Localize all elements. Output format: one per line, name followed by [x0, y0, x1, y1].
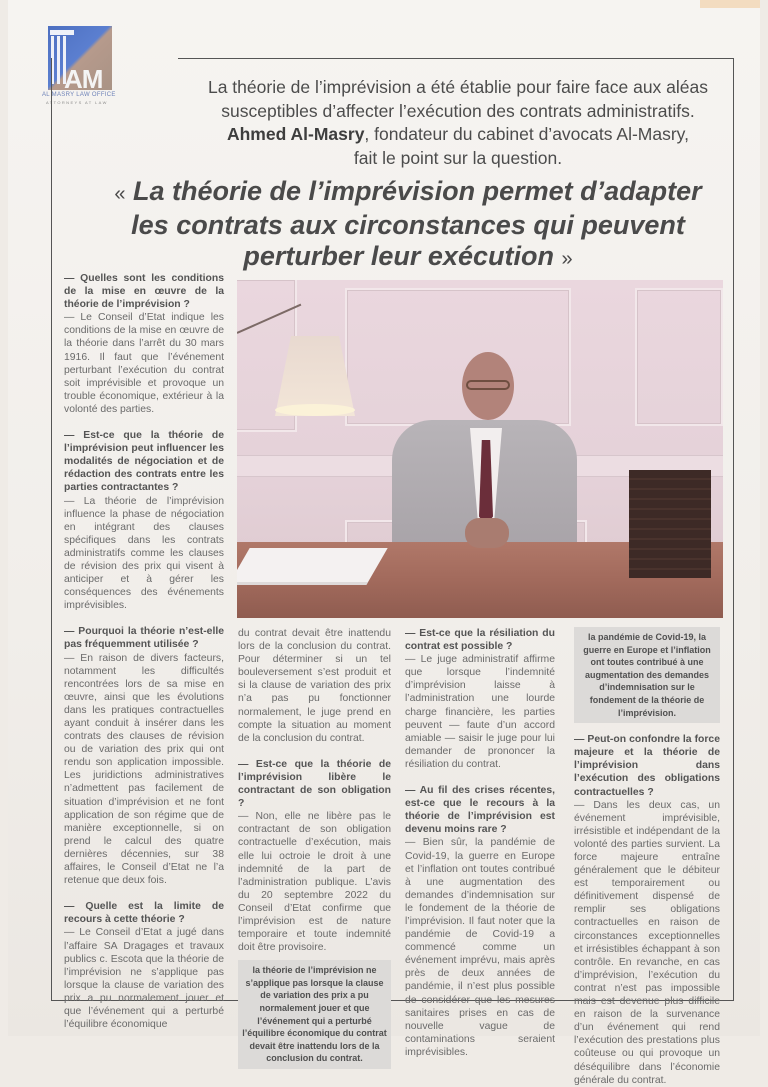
- question: — Peut-on confondre la force majeure et la théorie de l’imprévision dans l’exécution des obligations contractuelles ?: [574, 734, 720, 798]
- standfirst-line: susceptibles d’affecter l’exécution des contrats administratifs.: [221, 100, 695, 121]
- standfirst: [178, 76, 738, 170]
- question: — Est-ce que la théorie de l’imprévision libère le contractant de son obligation ?: [238, 758, 391, 810]
- answer: — Le juge administratif affirme que lorsque l’indemnité d’imprévision laisse à l’administration une lourde charge financière, les parties peuvent — faute d’un accord amiable — saisir le juge pour lui demander de prononcer la résiliation du contrat.: [405, 654, 555, 770]
- answer: — Le Conseil d’Etat indique les conditions de la mise en œuvre de la théorie dans l’arrêt du 30 mars 1916. Il faut que l’événement perturbant l’exécution du contrat soit imprévisible et provoque un trouble économique, extérieur à la volonté des parties.: [64, 312, 224, 415]
- portrait-photo: [237, 280, 723, 618]
- question: — Est-ce que la résiliation du contrat est possible ?: [405, 628, 555, 653]
- law-books: [629, 470, 711, 578]
- logo-initials: AM: [64, 64, 103, 94]
- answer: — Bien sûr, la pandémie de Covid-19, la guerre en Europe et l’inflation ont toutes contribué à une augmentation des demandes d’indemnisation sur le fondement de la théorie de l’imprévision. Il faut noter que la pandémie de Covid-19 a commencé comme un événement imprévu, mais après près de deux années de pandémie, il n’est plus possible de considérer que les mesures sanitaires prises en cas de nouvelle vague de contaminations seraient imprévisibles.: [405, 837, 555, 1058]
- standfirst-line: fait le point sur la question.: [353, 147, 563, 168]
- article-headline: « La théorie de l’imprévision permet d’adapter les contrats aux circonstances qui peuvent perturber leur exécution »: [114, 176, 702, 271]
- standfirst-line: La théorie de l’imprévision a été établie pour faire face aux aléas: [207, 77, 709, 97]
- question: — Est-ce que la théorie de l’imprévision peut influencer les modalités de négociation et de rédaction des contrats entre les parties contractantes ?: [64, 430, 224, 494]
- logo-name: AL MASRY LAW OFFICE: [42, 92, 116, 98]
- answer: — Dans les deux cas, un événement imprévisible, irrésistible et indépendant de la volonté des parties survient. La force majeure entraîne généralement que le débiteur est temporairement ou définitivement dispensé de remplir ses obligations contractuelles en raison de circonstances exceptionnelles et irrésistibles échappant à son contrôle. En revanche, en cas d’imprévision, l’exécution du contrat n’est pas impossible mais est devenue plus difficile en raison de la survenance d’un événement qui rend l’exécution des prestations plus coûteuse ou qui provoque un déséquilibre dans l’économie générale du contrat.: [574, 799, 720, 1086]
- text-column-3: [405, 627, 555, 1059]
- logo-tagline: ATTORNEYS AT LAW: [46, 100, 108, 105]
- page-corner-tab: [700, 0, 760, 8]
- pull-quote: la pandémie de Covid-19, la guerre en Europe et l’inflation ont toutes contribué à une augmentation des demandes d’indemnisation sur le fondement de la théorie de l’imprévision.: [574, 627, 720, 723]
- papers-stack: [237, 548, 388, 585]
- close-quote: »: [561, 248, 573, 270]
- magazine-page: [8, 0, 760, 1086]
- answer: — Non, elle ne libère pas le contractant de son obligation contractuelle d’exécution, mais elle lui octroie le droit à une indemnité de la part de l’administration publique. L’avis du 20 septembre 2022 du Conseil d’Etat confirme que l’imprévision est de nature temporaire et toute indemnité doit être provisoire.: [238, 811, 391, 954]
- question: — Quelles sont les conditions de la mise en œuvre de la théorie de l’imprévision ?: [64, 273, 224, 311]
- question: — Pourquoi la théorie n’est-elle pas fréquemment utilisée ?: [64, 626, 224, 651]
- answer: — Le Conseil d’Etat a jugé dans l’affaire SA Dragages et travaux publics c. Escota que la théorie de l’imprévision ne s’applique pas lorsque la clause de variation des prix a pu normalement jouer et que l’événement qui a perturbé l’équilibre économique: [64, 927, 224, 1031]
- author-name: Ahmed Al-Masry: [226, 124, 365, 144]
- pull-quote: la théorie de l’imprévision ne s’applique pas lorsque la clause de variation des prix a pu normalement jouer et que l’événement qui a perturbé l’équilibre économique du contrat devait être inattendu lors de la conclusion du contrat.: [238, 960, 391, 1069]
- text-column-1: [64, 272, 224, 1031]
- answer-continued: du contrat devait être inattendu lors de la conclusion du contrat. Pour déterminer si un tel bouleversement s’est produit et si la clause de variation des prix n’a pas pu fonctionner normalement, le juge prend en compte la situation au moment de la conclusion du contrat.: [238, 628, 391, 744]
- open-quote: «: [114, 183, 126, 205]
- text-column-4: [574, 627, 720, 1087]
- answer: — La théorie de l’imprévision influence la phase de négociation en intégrant des clauses spécifiques dans les contrats administratifs comme les clauses de révision des prix qui visent à anticiper et à gérer les conséquences des événements imprévisibles.: [64, 495, 224, 612]
- text-column-2: [238, 627, 391, 1069]
- question: — Quelle est la limite de recours à cette théorie ?: [64, 901, 224, 926]
- question: — Au fil des crises récentes, est-ce que le recours à la théorie de l’imprévision est devenu moins rare ?: [405, 785, 555, 836]
- standfirst-line: Ahmed Al-Masry, fondateur du cabinet d’avocats Al-Masry,: [226, 124, 689, 144]
- answer: — En raison de divers facteurs, notamment les difficultés rencontrées lors de sa mise en œuvre, ainsi que les évolutions dans les pratiques contractuelles ayant conduit à insérer dans les contrats des clauses de révision ou de variation des prix qui ont rendu son application impossible. Les juridictions administratives n’admettent pas facilement de situation d’imprévision et ne font application de son régime que de manière exceptionnelle, si on prend le calcul des quatre dernières décennies, sur 38 affaires, le Conseil d’Etat ne l’a retenue que deux fois.: [64, 652, 224, 887]
